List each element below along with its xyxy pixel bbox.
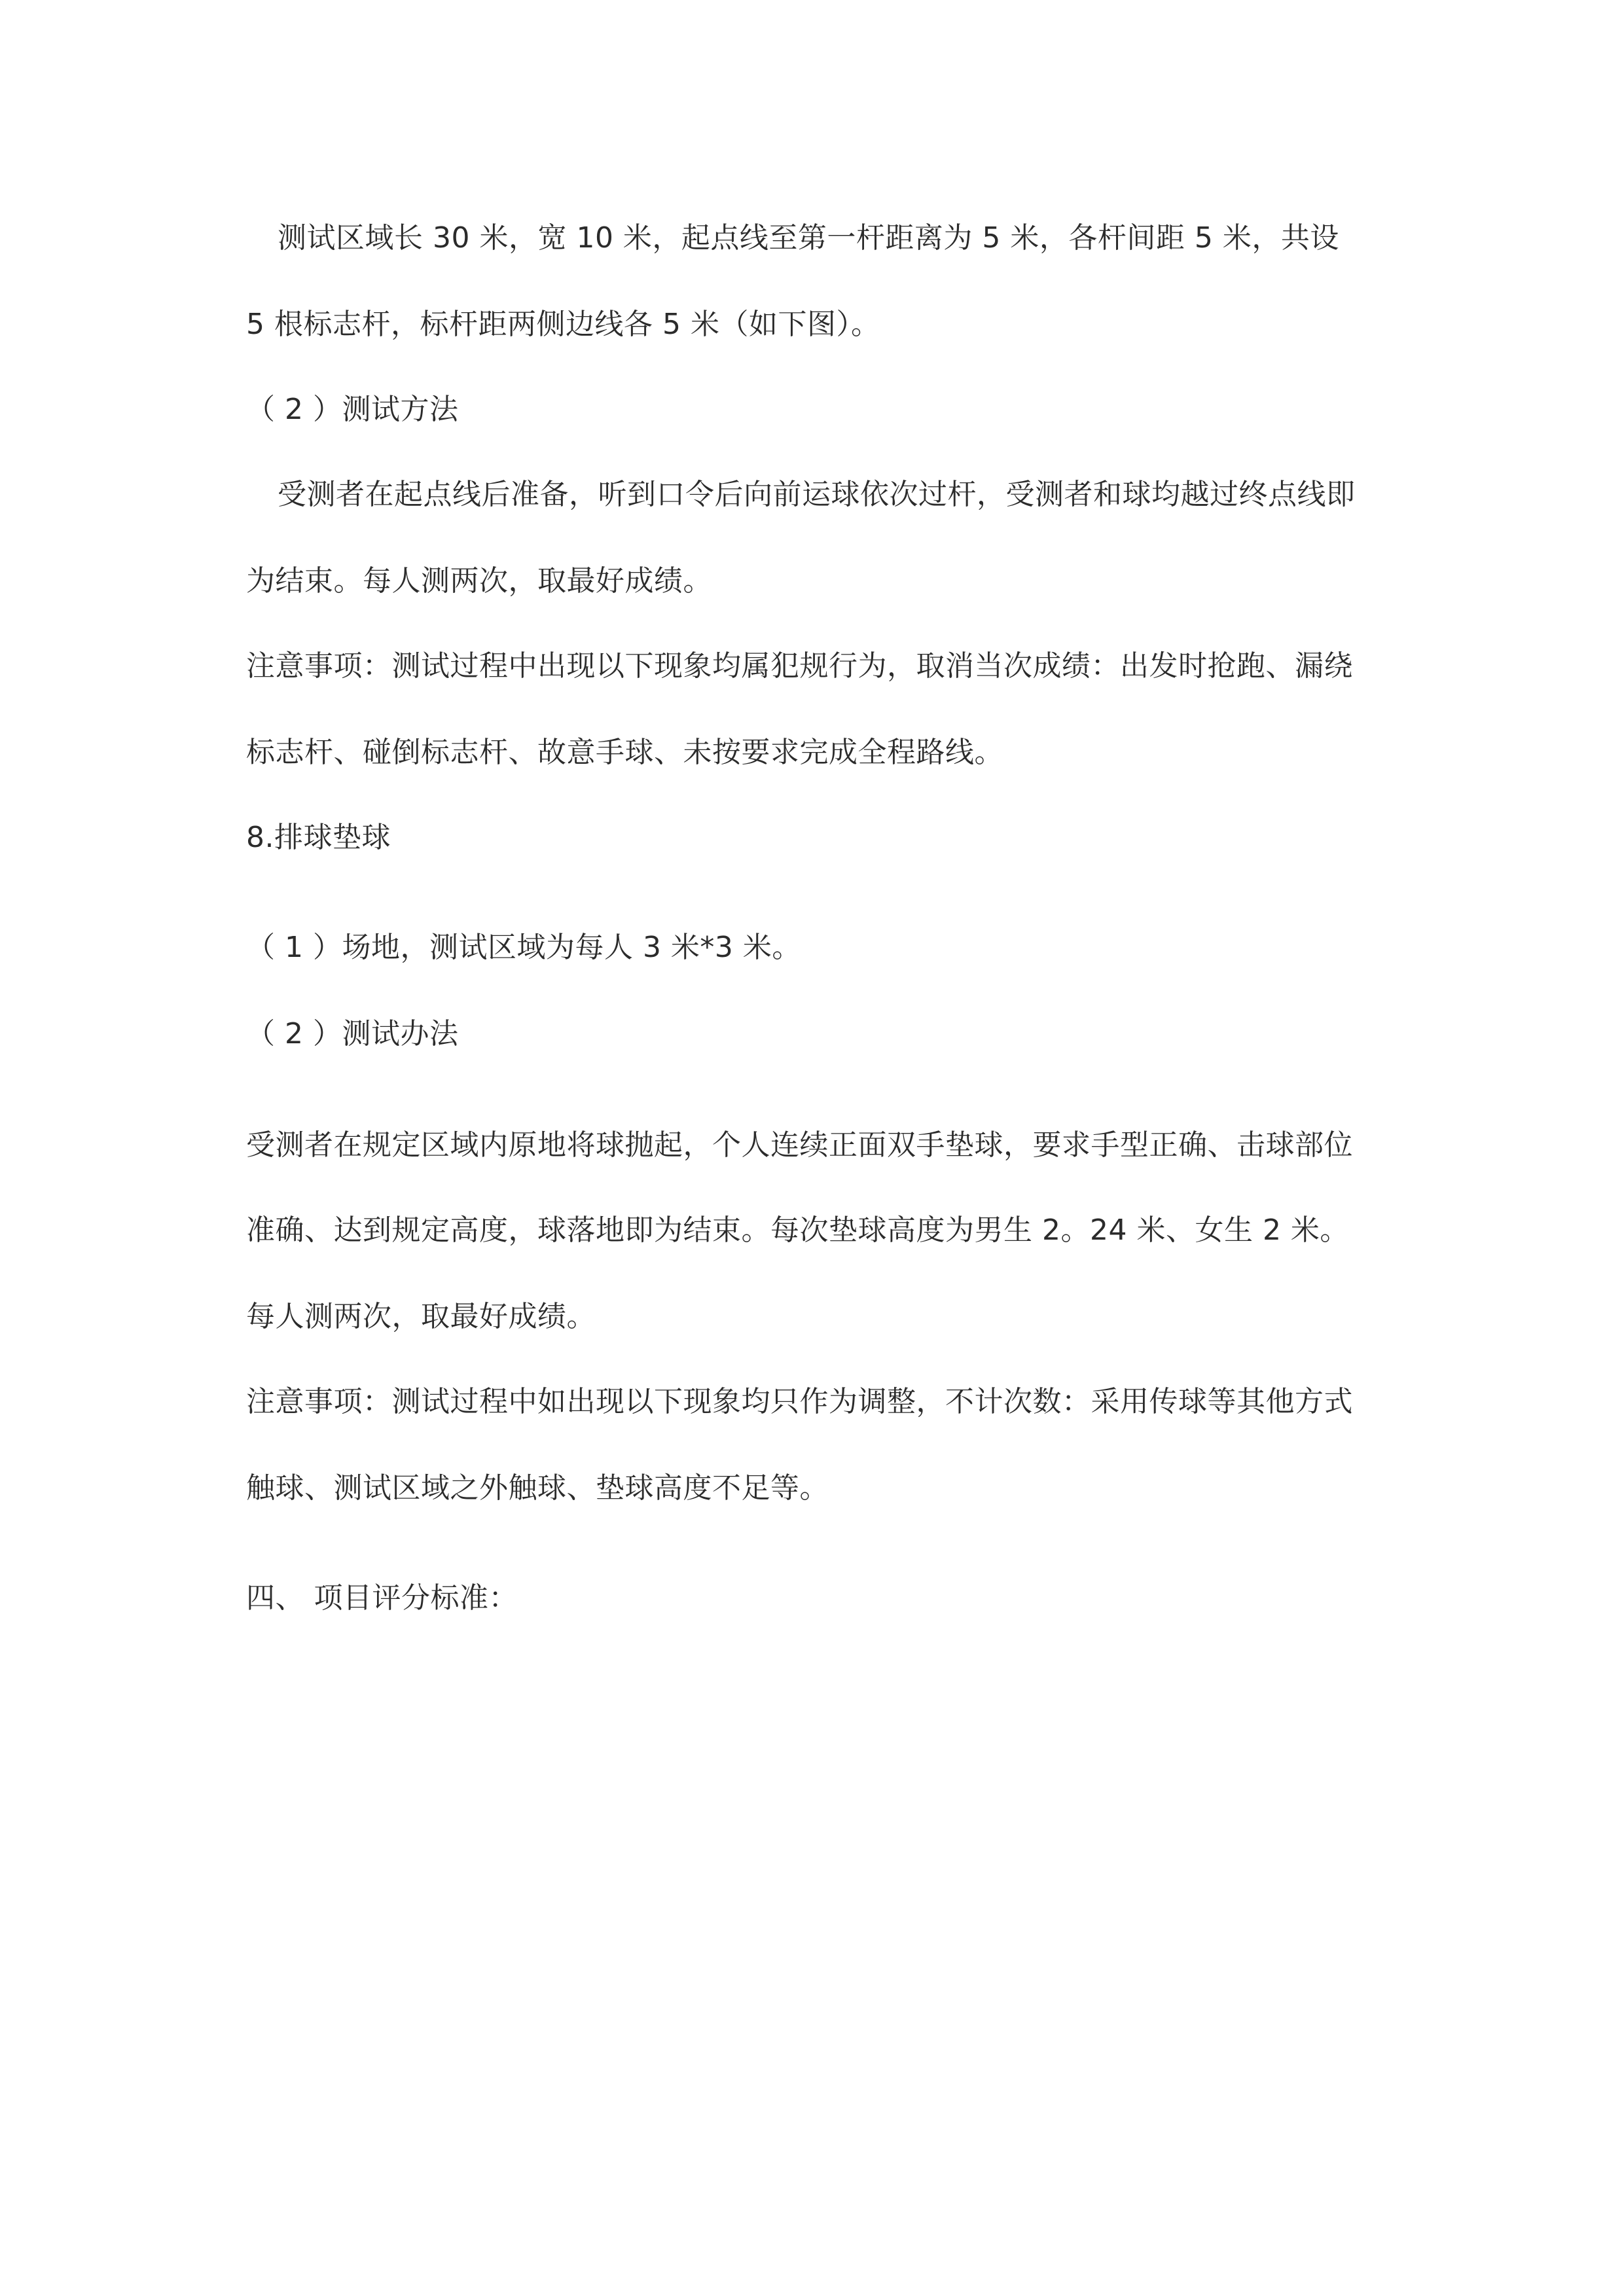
paragraph-line: 每人测两次，取最好成绩。 bbox=[246, 1300, 596, 1333]
paragraph-line: 受测者在起点线后准备，听到口令后向前运球依次过杆，受测者和球均越过终点线即 bbox=[278, 478, 1356, 511]
paragraph-line: 注意事项：测试过程中出现以下现象均属犯规行为，取消当次成绩：出发时抢跑、漏绕 bbox=[246, 649, 1353, 683]
paragraph-line: 注意事项：测试过程中如出现以下现象均只作为调整，不计次数：采用传球等其他方式 bbox=[246, 1385, 1353, 1418]
section-heading: 8.排球垫球 bbox=[246, 821, 391, 854]
paragraph-line: 测试区域长 30 米，宽 10 米，起点线至第一杆距离为 5 米，各杆间距 5 米，共设 bbox=[278, 221, 1339, 255]
paragraph-line: 标志杆、碰倒标志杆、故意手球、未按要求完成全程路线。 bbox=[246, 736, 1003, 769]
section-heading: （ 1 ）场地，测试区域为每人 3 米*3 米。 bbox=[246, 931, 801, 964]
paragraph-line: 为结束。每人测两次，取最好成绩。 bbox=[246, 564, 712, 598]
paragraph-line: 受测者在规定区域内原地将球抛起，个人连续正面双手垫球，要求手型正确、击球部位 bbox=[246, 1128, 1353, 1162]
paragraph-line: 触球、测试区域之外触球、垫球高度不足等。 bbox=[246, 1471, 829, 1505]
section-heading: （ 2 ）测试办法 bbox=[246, 1017, 459, 1050]
section-heading: 四、 项目评分标准： bbox=[246, 1581, 518, 1615]
paragraph-line: 5 根标志杆，标杆距两侧边线各 5 米（如下图）。 bbox=[246, 308, 880, 341]
section-heading: （ 2 ）测试方法 bbox=[246, 393, 459, 426]
paragraph-line: 准确、达到规定高度，球落地即为结束。每次垫球高度为男生 2。24 米、女生 2 米。 bbox=[246, 1213, 1349, 1247]
